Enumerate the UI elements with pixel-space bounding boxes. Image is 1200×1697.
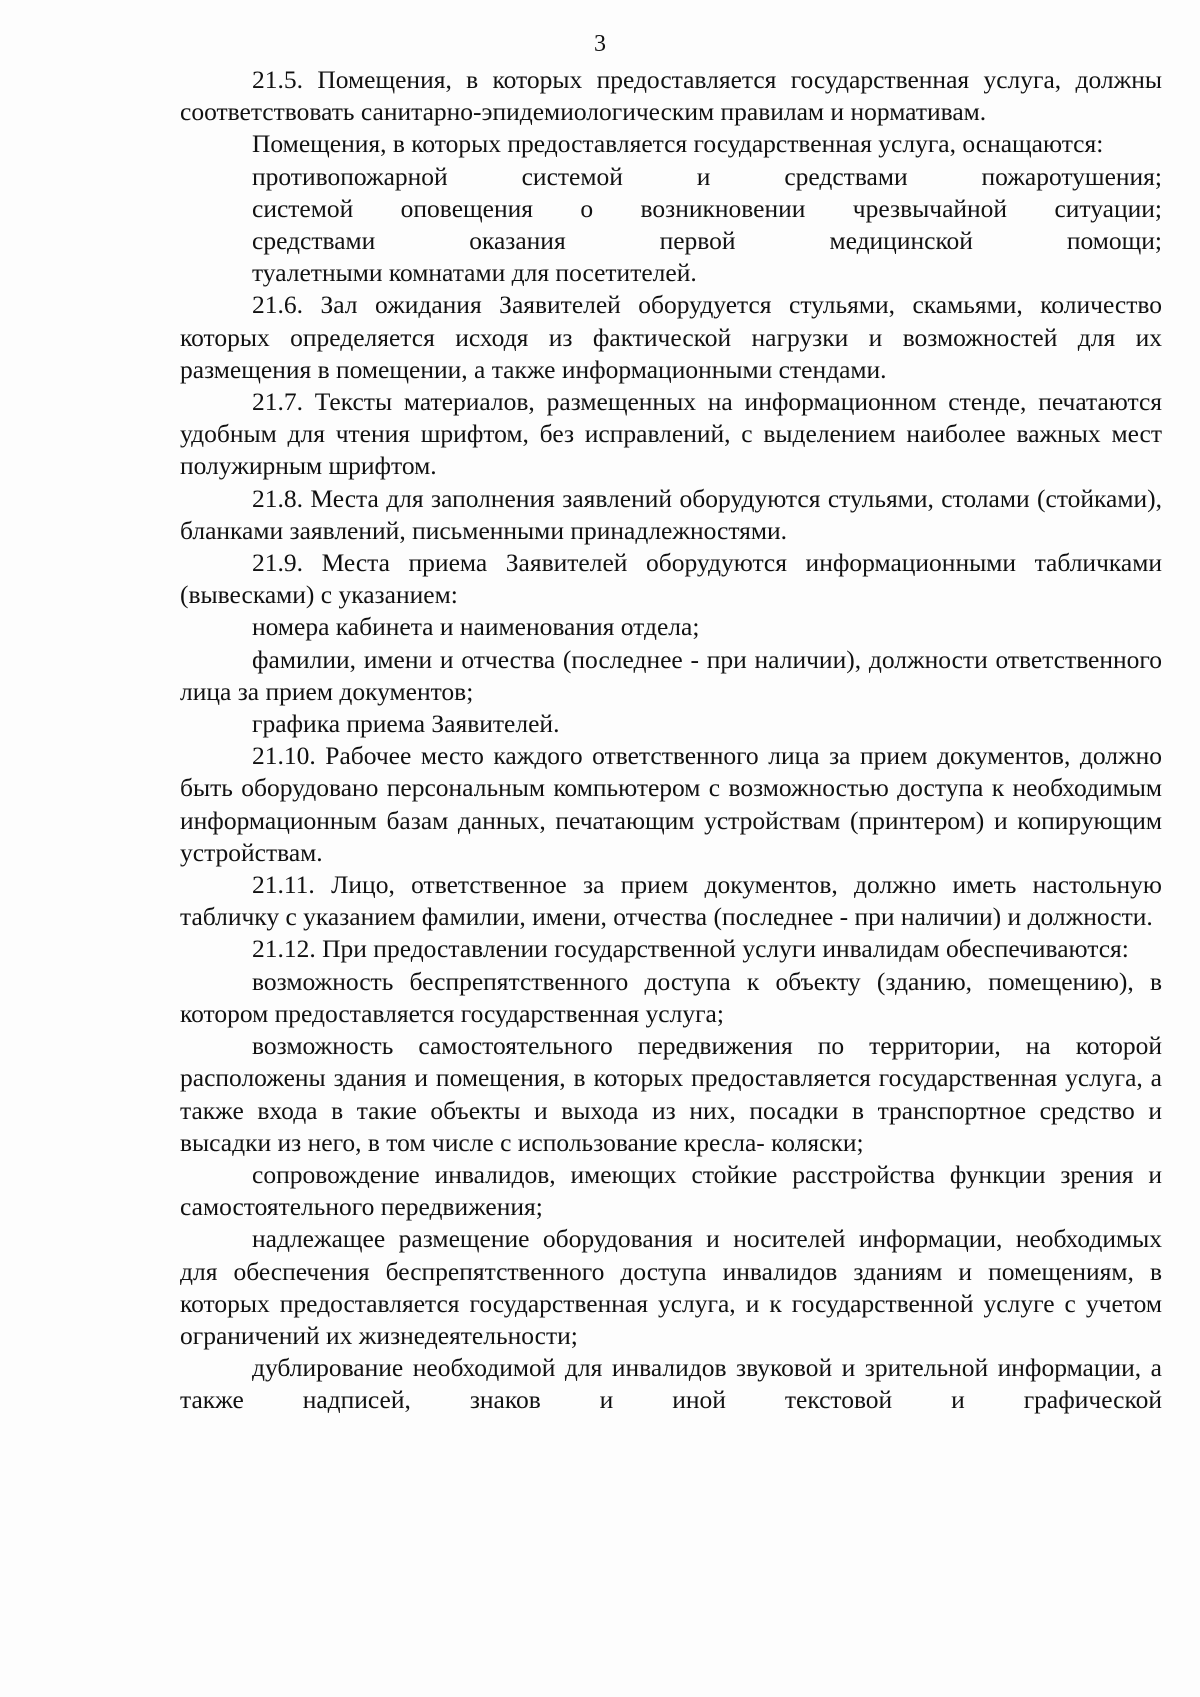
- paragraph-21-12-item: сопровождение инвалидов, имеющих стойкие расстройства функции зрения и самостоятельного передвижения;: [180, 1159, 1162, 1222]
- equipment-item: средствами оказания первой медицинской помощи;: [252, 226, 1162, 256]
- paragraph-21-6: 21.6. Зал ожидания Заявителей оборудуется стульями, скамьями, количество которых определяется исходя из фактической нагрузки и возможностей для их размещения в помещении, а также информационными стендами.: [180, 290, 1162, 384]
- paragraph-21-9-item: фамилии, имени и отчества (последнее - при наличии), должности ответственного лица за прием документов;: [180, 644, 1162, 706]
- paragraph-21-12-item: дублирование необходимой для инвалидов звуковой и зрительной информации, а также надписей, знаков и иной текстовой и графической: [180, 1353, 1162, 1415]
- paragraph-21-5: 21.5. Помещения, в которых предоставляется государственная услуга, должны соответствовать санитарно-эпидемиологическим правилам и нормативам.: [180, 65, 1162, 127]
- paragraph-21-10: 21.10. Рабочее место каждого ответственного лица за прием документов, должно быть оборудовано персональным компьютером с возможностью доступа к необходимым информационным базам данных, печатающим устройствам (принтером) и копирующим устройствам.: [180, 741, 1162, 867]
- equipment-item: противопожарной системой и средствами пожаротушения;: [252, 161, 1162, 191]
- equipment-item: туалетными комнатами для посетителей.: [252, 258, 697, 288]
- paragraph-21-8: 21.8. Места для заполнения заявлений оборудуются стульями, столами (стойками), бланками заявлений, письменными принадлежностями.: [180, 483, 1162, 545]
- paragraph-21-12-item: возможность беспрепятственного доступа к объекту (зданию, помещению), в котором предоставляется государственная услуга;: [180, 966, 1162, 1028]
- paragraph-21-9: 21.9. Места приема Заявителей оборудуются информационными табличками (вывесками) с указанием:: [180, 548, 1162, 610]
- paragraph-21-12: 21.12. При предоставлении государственной услуги инвалидам обеспечиваются:: [252, 934, 1129, 964]
- paragraph-equipment-intro: Помещения, в которых предоставляется государственная услуга, оснащаются:: [252, 129, 1104, 159]
- document-body: [180, 64, 1162, 1417]
- paragraph-21-12-item: возможность самостоятельного передвижения по территории, на которой расположены здания и помещения, в которых предоставляется государственная услуга, а также входа в такие объекты и выхода из них, посадки в транспортное средство и высадки из него, в том числе с использование кресла- коляски;: [180, 1031, 1162, 1157]
- paragraph-21-12-item: надлежащее размещение оборудования и носителей информации, необходимых для обеспечения беспрепятственного доступа инвалидов зданиям и помещениям, в которых предоставляется государственная услуга, и к государственной услуге с учетом ограничений их жизнедеятельности;: [180, 1224, 1162, 1350]
- paragraph-21-9-item: графика приема Заявителей.: [252, 709, 560, 739]
- paragraph-21-9-item: номера кабинета и наименования отдела;: [252, 612, 700, 642]
- paragraph-21-11: 21.11. Лицо, ответственное за прием документов, должно иметь настольную табличку с указанием фамилии, имени, отчества (последнее - при наличии) и должности.: [180, 870, 1162, 932]
- paragraph-21-7: 21.7. Тексты материалов, размещенных на информационном стенде, печатаются удобным для чтения шрифтом, без исправлений, с выделением наиболее важных мест полужирным шрифтом.: [180, 387, 1162, 481]
- page-number: 3: [594, 31, 606, 57]
- equipment-item: системой оповещения о возникновении чрезвычайной ситуации;: [252, 193, 1162, 223]
